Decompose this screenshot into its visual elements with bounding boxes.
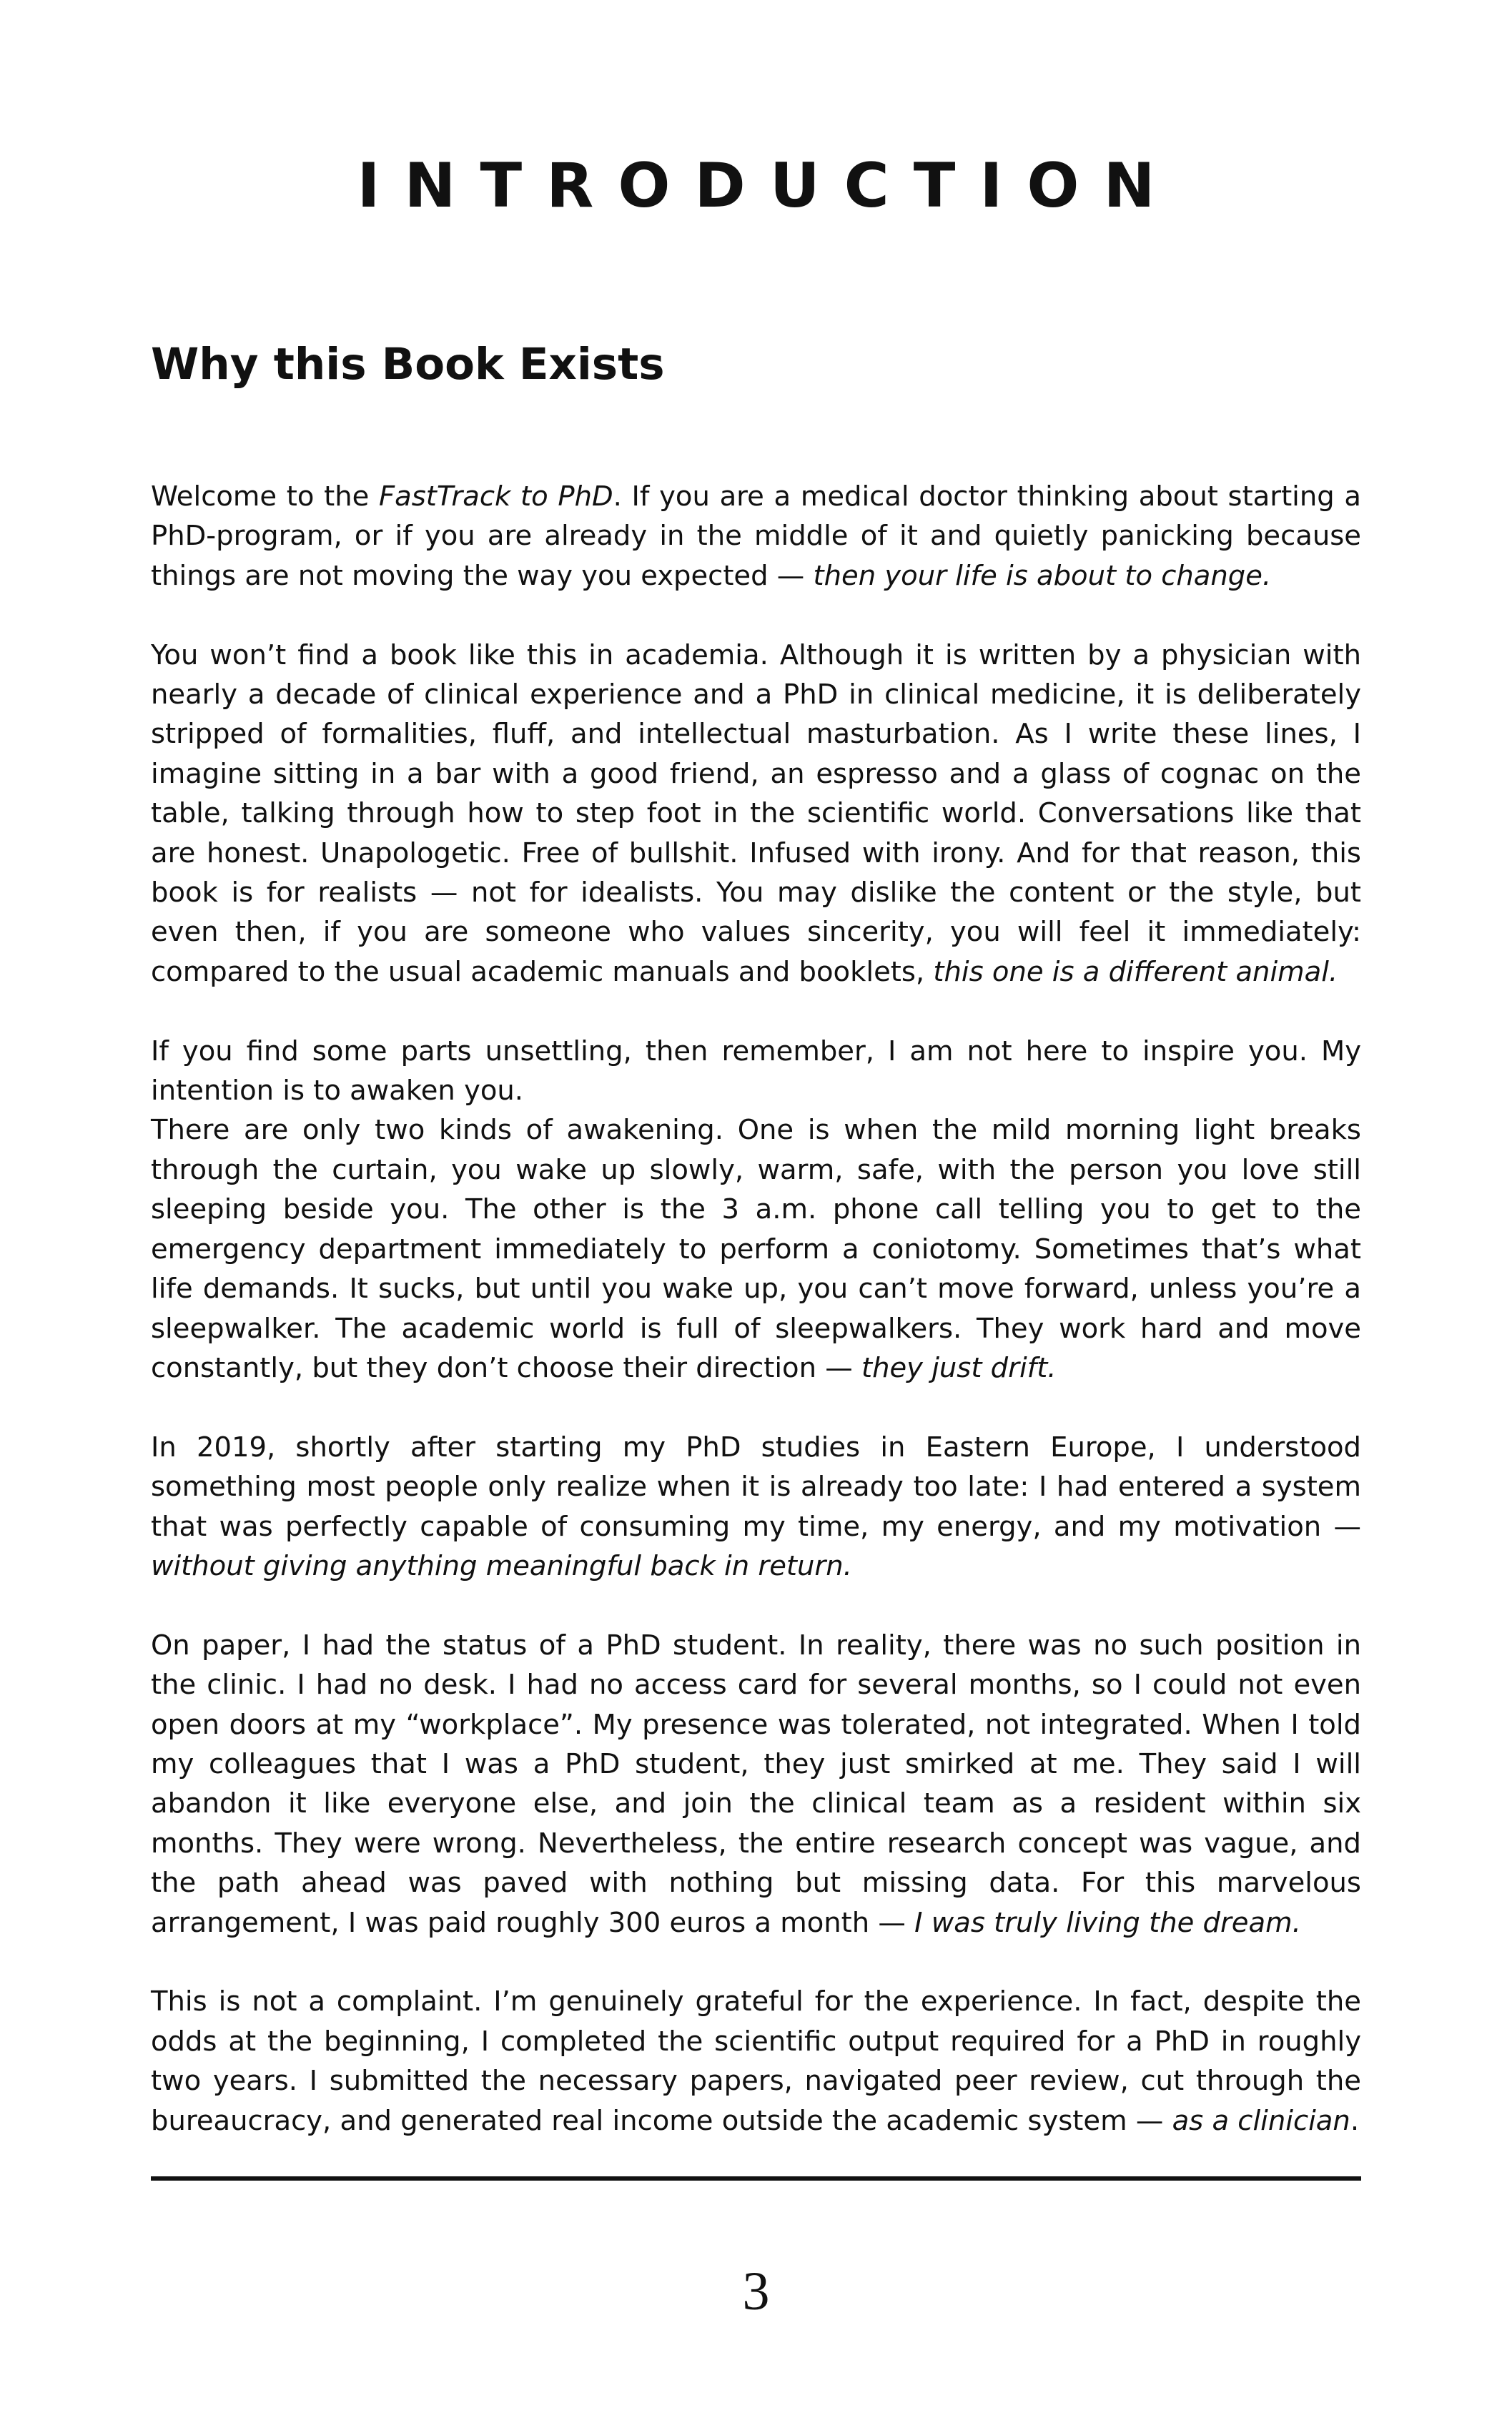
paragraph-text: In 2019, shortly after starting my PhD studies in Eastern Europe, I understood something most people only realize when it is already too late: I had entered a system that was perfectly capable of consuming my time, my energy, and my motivation — xyxy=(151,1431,1361,1543)
paragraph-unsettling xyxy=(151,1032,1361,1111)
chapter-title: INTRODUCTION xyxy=(357,150,1180,222)
paragraph-text: You won’t find a book like this in academia. Although it is written by a physician with nearly a decade of clinical experience and a PhD in clinical medicine, it is deliberately stripped of formalities, fluff, and intellectual masturbation. As I write these lines, I imagine sitting in a bar with a good friend, an espresso and a glass of cognac on the table, talking through how to step foot in the scientific world. Conversations like that are honest. Unapologetic. Free of bullshit. Infused with irony. And for that reason, this book is for realists — not for idealists. You may dislike the content or the style, but even then, if you are someone who values sincerity, you will feel it immediately: compared to the usual academic manuals and booklets, xyxy=(151,638,1361,988)
book-title-emphasis: FastTrack to PhD xyxy=(379,480,613,513)
paragraph-text: On paper, I had the status of a PhD student. In reality, there was no such position in the clinic. I had no desk. I had no access card for several months, so I could not even open doors at my “workplace”. My presence was tolerated, not integrated. When I told my colleagues that I was a PhD student, they just smirked at me. They said I will abandon it like everyone else, and join the clinical team as a resident within six months. They were wrong. Nevertheless, the entire research concept was vague, and the path ahead was paved with nothing but missing data. For this marvelous arrangement, I was paid roughly 300 euros a month — xyxy=(151,1629,1361,1939)
paragraph-text: Welcome to the xyxy=(151,480,380,513)
paragraph-emphasis: without giving anything meaningful back in return. xyxy=(151,1549,852,1582)
paragraph-academia xyxy=(151,636,1361,992)
paragraph-text: If you find some parts unsettling, then remember, I am not here to inspire you. My intention is to awaken you. xyxy=(151,1035,1361,1107)
paragraph-emphasis: they just drift. xyxy=(861,1351,1057,1384)
paragraph-emphasis: this one is a different animal. xyxy=(933,955,1338,988)
paragraph-2019 xyxy=(151,1428,1361,1587)
paragraph-not-complaint xyxy=(151,1982,1361,2141)
paragraph-emphasis: I was truly living the dream. xyxy=(914,1906,1301,1939)
paragraph-text: . If you are a medical doctor thinking about starting a PhD-program, or if you are already in the middle of it and quietly panicking because things are not moving the way you expected — xyxy=(151,480,1361,592)
paragraph-awakening xyxy=(151,1110,1361,1388)
paragraph-welcome xyxy=(151,477,1361,596)
paragraph-emphasis: then your life is about to change. xyxy=(813,559,1272,592)
paragraph-emphasis: as a clinician xyxy=(1172,2104,1350,2137)
section-heading: Why this Book Exists xyxy=(151,339,665,390)
page-number: 3 xyxy=(742,2261,770,2321)
paragraph-text: . xyxy=(1350,2104,1360,2137)
body-text xyxy=(151,477,1361,2141)
footer-divider xyxy=(151,2176,1361,2181)
paragraph-on-paper xyxy=(151,1626,1361,1943)
paragraph-text: There are only two kinds of awakening. One is when the mild morning light breaks through the curtain, you wake up slowly, warm, safe, with the person you love still sleeping beside you. The other is the 3 a.m. phone call telling you to get to the emergency department immediately to perform a coniotomy. Sometimes that’s what life demands. It sucks, but until you wake up, you can’t move forward, unless you’re a sleepwalker. The academic world is full of sleepwalkers. They work hard and move constantly, but they don’t choose their direction — xyxy=(151,1114,1361,1384)
paragraph-text: This is not a complaint. I’m genuinely grateful for the experience. In fact, despite the odds at the beginning, I completed the scientific output required for a PhD in roughly two years. I submitted the necessary papers, navigated peer review, cut through the bureaucracy, and generated real income outside the academic system — xyxy=(151,1985,1361,2137)
